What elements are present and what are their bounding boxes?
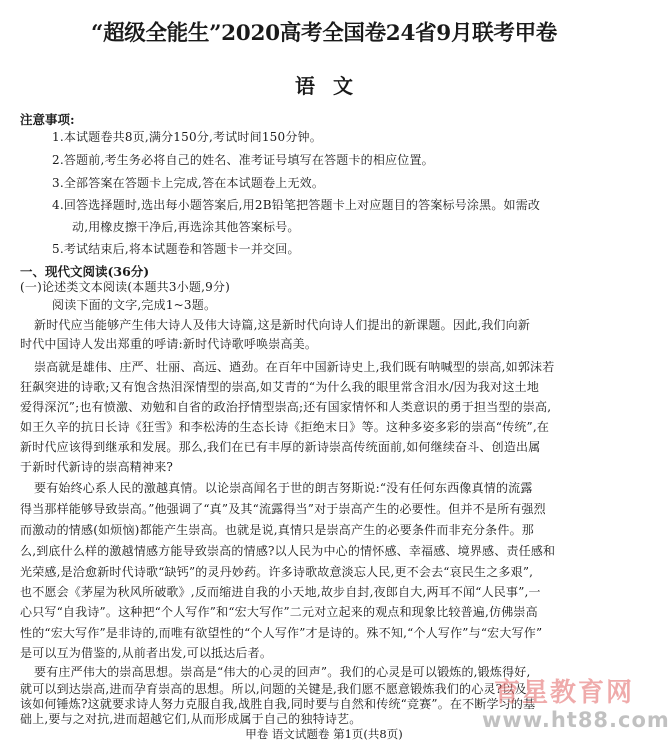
article-line: 要有始终心系人民的激越真情。以论崇高闻名于世的朗吉努斯说:“没有任何东西像真情的流露 (34, 481, 533, 495)
notice-item: 3.全部答案在答题卡上完成,答在本试题卷上无效。 (52, 176, 325, 190)
exam-title: “超级全能生”2020高考全国卷24省9月联考甲卷 (91, 21, 557, 46)
article-line: 么,到底什么样的激越情感方能导致崇高的情感?以人民为中心的情怀感、幸福感、境界感、责任感和 (20, 544, 556, 558)
article-line: 新时代应该得到继承和发展。那么,我们在已有丰厚的新诗崇高传统面前,如何继续奋斗、创造出属 (20, 440, 541, 454)
article-line: 要有庄严伟大的崇高思想。崇高是“伟大的心灵的回声”。我们的心灵是可以锻炼的,锻炼得好, (34, 665, 531, 679)
article-line: 就可以到达崇高,进而孕育崇高的思想。所以,问题的关键是,我们愿不愿意锻炼我们的心灵?以及 (20, 682, 527, 696)
notice-heading: 注意事项: (20, 112, 75, 127)
notice-item: 1.本试题卷共8页,满分150分,考试时间150分钟。 (52, 130, 322, 144)
article-line: 得当那样能够导致崇高。”他强调了“真”及其“流露得当”对于崇高产生的必要性。但并不是所有强烈 (20, 502, 546, 516)
sub-section-heading: (一)论述类文本阅读(本题共3小题,9分) (20, 280, 231, 294)
article-line: 心只写“自我诗”。这种把“个人写作”和“宏大写作”二元对立起来的观点和现象比较普遍,仿佛崇高 (20, 605, 538, 619)
article-line: 如王久辛的抗日长诗《狂雪》和李松涛的生态长诗《拒绝末日》等。这种多姿多彩的崇高“传统”,在 (20, 420, 550, 434)
article-line: 爱得深沉”;也有愤激、劝勉和自省的政治抒情型崇高;还有国家情怀和人类意识的勇于担当型的崇高, (20, 400, 552, 414)
article-line: 新时代应当能够产生伟大诗人及伟大诗篇,这是新时代向诗人们提出的新课题。因此,我们向新 (34, 318, 531, 332)
notice-item: 动,用橡皮擦干净后,再选涂其他答案标号。 (72, 220, 300, 234)
article-line: 光荣感,是洽愈新时代诗歌“缺钙”的灵丹妙药。许多诗歌故意淡忘人民,更不会去“哀民生之多艰”, (20, 565, 534, 579)
notice-item: 5.考试结束后,将本试题卷和答题卡一并交回。 (52, 242, 300, 256)
notice-item: 2.答题前,考生务必将自己的姓名、准考证号填写在答题卡的相应位置。 (52, 153, 434, 167)
subject-title: 语文 (295, 74, 371, 98)
article-line: 时代中国诗人发出郑重的呼请:新时代诗歌呼唤崇高美。 (20, 337, 318, 351)
watermark-logo-text: 育星教育网 (494, 678, 635, 708)
article-line: 性的“宏大写作”是非诗的,而唯有欲望性的“个人写作”才是诗的。殊不知,“个人写作”与“宏大写作” (20, 626, 543, 640)
section-heading: 一、现代文阅读(36分) (20, 264, 150, 279)
article-line: 而激动的情感(如烦恼)都能产生崇高。也就是说,真情只是崇高产生的必要条件而非充分条件。那 (20, 523, 534, 537)
article-line: 狂飙突进的诗歌;又有饱含热泪深情型的崇高,如艾青的“为什么我的眼里常含泪水/因为我对这土地 (20, 380, 540, 394)
reading-instruction: 阅读下面的文字,完成1~3题。 (52, 298, 217, 312)
watermark-url: www.ht88.com (482, 708, 670, 732)
article-line: 是可以互为借鉴的,从前者出发,可以抵达后者。 (20, 646, 273, 660)
article-line: 也不愿会《茅屋为秋风所破歌》,反而缩进自我的小天地,故步自封,夜郎自大,两耳不闻“人民事”,一 (20, 585, 541, 599)
article-line: 崇高就是雄伟、庄严、壮丽、高远、遒劲。在百年中国新诗史上,我们既有呐喊型的崇高,如郭沫若 (34, 360, 555, 374)
article-line: 础上,要与之对抗,进而超越它们,从而形成属于自己的独特诗艺。 (20, 712, 362, 726)
page-footer: 甲卷 语文试题卷 第1页(共8页) (245, 727, 403, 741)
article-line: 于新时代新诗的崇高精神来? (20, 460, 174, 474)
notice-item: 4.回答选择题时,选出每小题答案后,用2B铅笔把答题卡上对应题目的答案标号涂黑。如需改 (52, 198, 541, 212)
article-line: 该如何锤炼?这就要求诗人努力克服自我,战胜自我,同时要与自然和传统“竞赛”。在不断学习的基 (20, 697, 536, 711)
